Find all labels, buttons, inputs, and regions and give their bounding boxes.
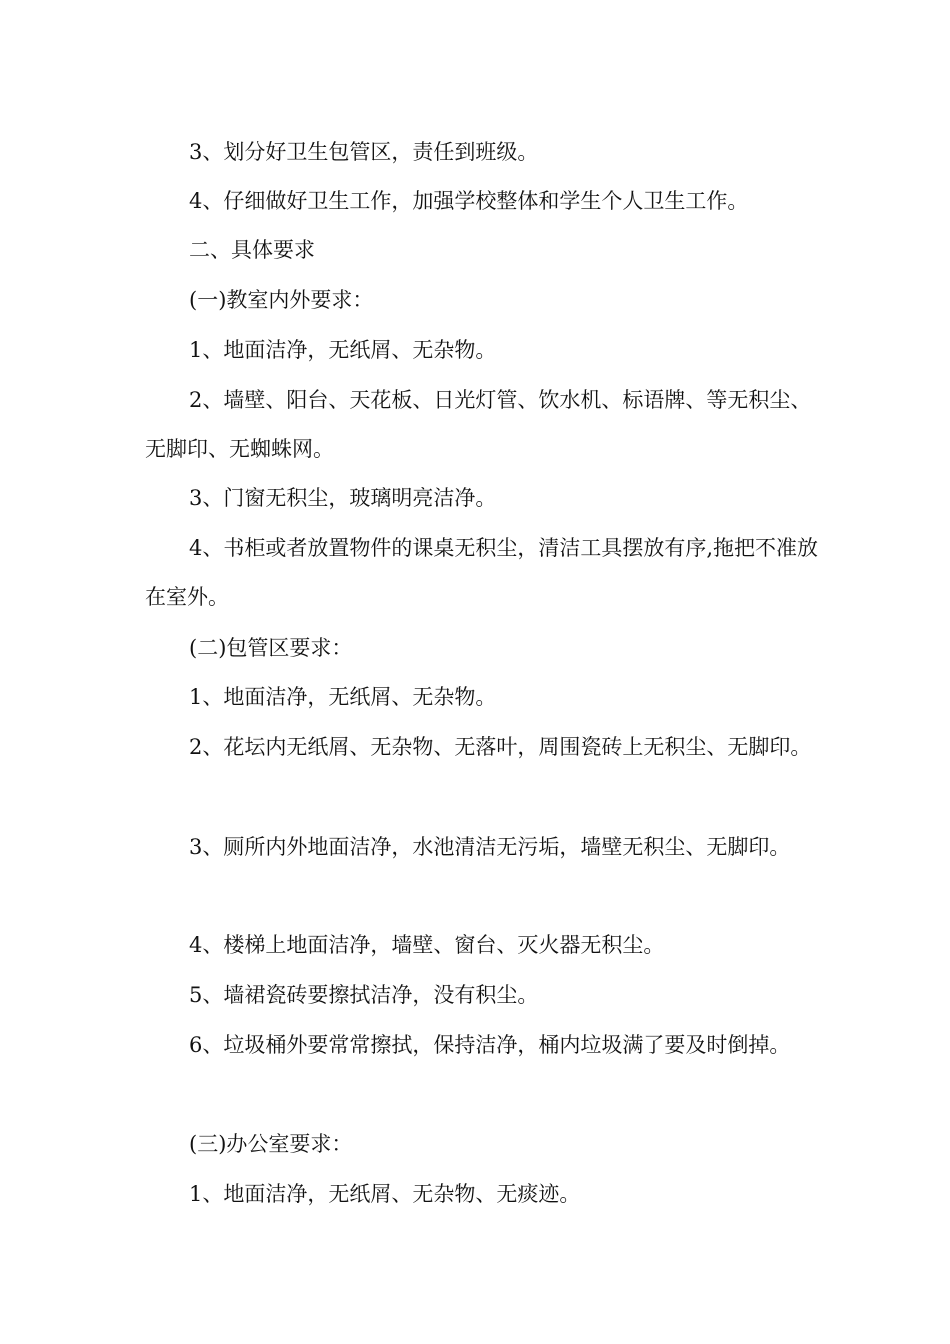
paragraph-office-1: 1、地面洁净，无纸屑、无杂物、无痰迹。 [189,1182,581,1206]
paragraph-classroom-1: 1、地面洁净，无纸屑、无杂物。 [189,338,497,362]
paragraph-area-4: 4、楼梯上地面洁净，墙壁、窗台、灭火器无积尘。 [189,933,665,957]
paragraph-area-6: 6、垃圾桶外要常常擦拭，保持洁净，桶内垃圾满了要及时倒掉。 [189,1033,791,1057]
paragraph-classroom-2: 2、墙壁、阳台、天花板、日光灯管、饮水机、标语牌、等无积尘、无脚印、无蜘蛛网。 [145,388,812,461]
paragraph-area-1: 1、地面洁净，无纸屑、无杂物。 [189,685,497,709]
paragraph-area-3: 3、厕所内外地面洁净，水池清洁无污垢，墙壁无积尘、无脚印。 [189,835,791,859]
paragraph-area-2: 2、花坛内无纸屑、无杂物、无落叶，周围瓷砖上无积尘、无脚印。 [189,735,812,759]
paragraph-classroom-3: 3、门窗无积尘，玻璃明亮洁净。 [189,486,497,510]
paragraph-1: 3、划分好卫生包管区，责任到班级。 [189,140,539,164]
subsection-heading-area: (二)包管区要求： [189,636,353,660]
paragraph-area-5: 5、墙裙瓷砖要擦拭洁净，没有积尘。 [189,983,539,1007]
paragraph-2: 4、仔细做好卫生工作，加强学校整体和学生个人卫生工作。 [189,189,749,213]
subsection-heading-classroom: (一)教室内外要求： [189,288,374,312]
subsection-heading-office: (三)办公室要求： [189,1132,353,1156]
section-heading-requirements: 二、具体要求 [189,238,315,262]
paragraph-classroom-4: 4、书柜或者放置物件的课桌无积尘，清洁工具摆放有序,拖把不准放在室外。 [145,536,819,609]
